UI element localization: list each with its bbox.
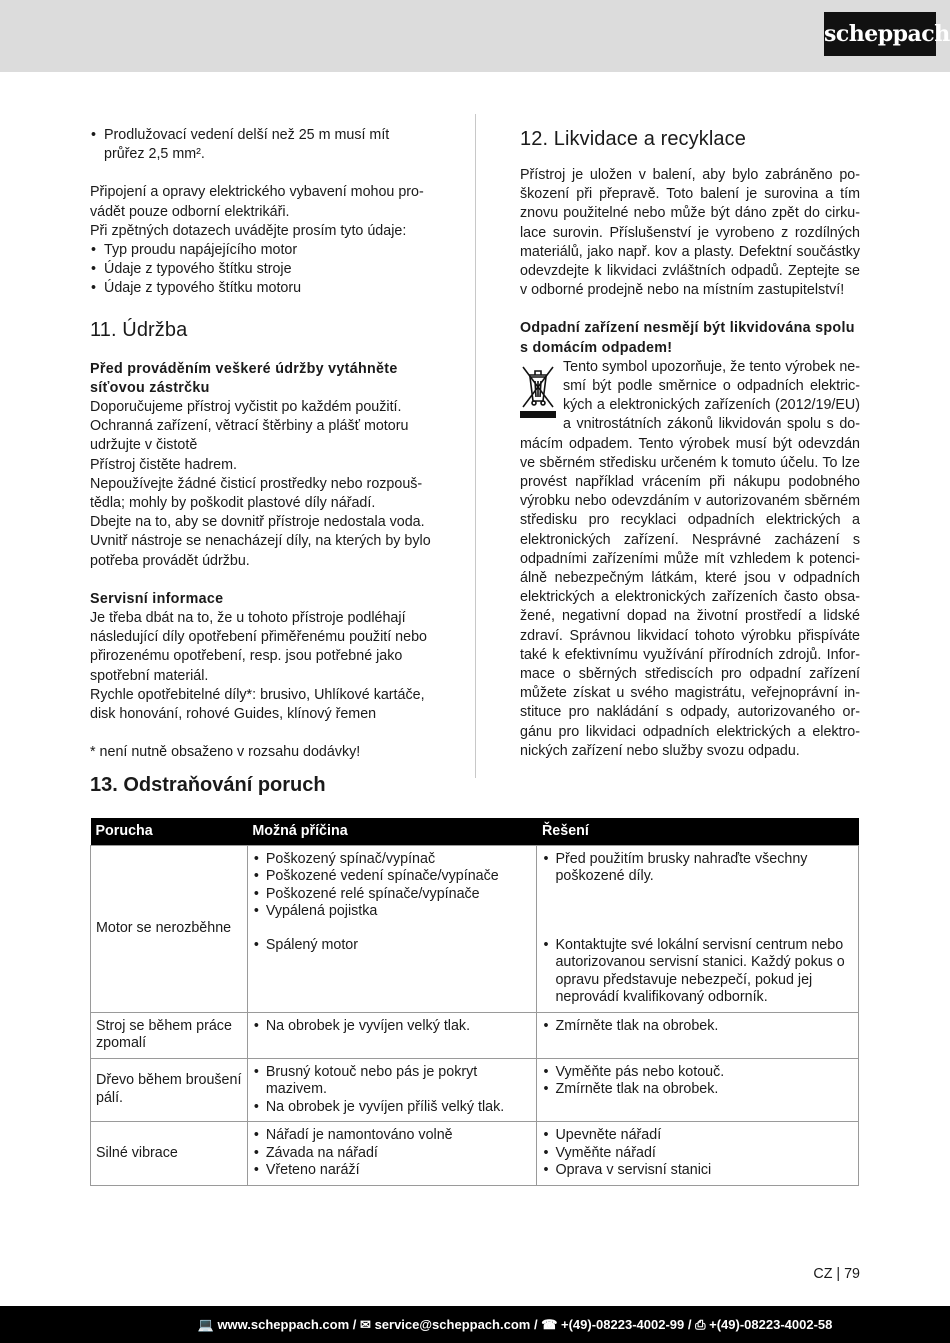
list-item: • Vyměňte pás nebo kotouč.	[542, 1064, 853, 1082]
footnote: * není nutně obsaženo v rozsahu dodávky!	[90, 744, 361, 761]
list-item: • Údaje z typového štítku motoru	[90, 279, 432, 298]
section-title-disposal: 12. Likvidace a recyklace	[520, 128, 746, 150]
list-item: • Vyměňte nářadí	[542, 1145, 853, 1163]
list-item: • Před použitím brusky nahraďte všechny poškozené díly.	[542, 851, 853, 886]
list-item: • Oprava v servisní stanici	[542, 1162, 853, 1180]
paragraph: Dbejte na to, aby se dovnitř přístroje nedostala voda.	[90, 514, 425, 531]
list-item: • Poškozené relé spínače/vypínače	[253, 886, 532, 904]
email-link[interactable]: service@scheppach.com	[374, 1317, 531, 1332]
list-item: • Zmírněte tlak na obrobek.	[542, 1018, 853, 1036]
header-bar	[0, 0, 950, 72]
list-item: • Vřeteno naráží	[253, 1162, 532, 1180]
left-column	[90, 126, 432, 762]
cause-cell	[247, 1122, 537, 1186]
maintenance-warning: Před prováděním veškeré údržby vytáhněte síťovou zástrčku	[90, 360, 398, 396]
table-row	[91, 1122, 859, 1186]
list-item: • Na obrobek je vyvíjen velký tlak.	[253, 1018, 532, 1036]
phone-number: +(49)-08223-4002-99	[561, 1317, 685, 1332]
solution-cell	[537, 1122, 859, 1186]
solution-cell	[537, 1058, 859, 1122]
service-info-title: Servisní informace	[90, 590, 224, 607]
column-header: Řešení	[537, 818, 859, 845]
paragraph: Tento symbol upozorňuje, že tento výrobek nesmí být podle směrnice o odpadních elektrických a elektronických zařízeních (2012/19/EU) a vnitrostátních zákonů likvidován spolu s domácím odpadem. Tento výrobek musí být odevzdán ve sběrném středisku určeném k tomuto účelu. To lze provést například vrácením při nákupu podobného výrobku nebo odevzdáním v autorizovaném sběrném středisku pro recyklaci odpadních elektrických a elektronických zařízení. Nesprávné zacházení s odpadními zařízeními může mít vzhledem k potenciálně nebezpečným látkám, které jsou v odpadních elektrických a elektronických zařízeních často obsažené, negativní dopad na životní prostředí a lidské zdraví. Správnou likvidací tohoto výrobku přispíváte také k efektivnímu využívání přírodních zdrojů. Informace o sběrných střediscích pro odpadní zařízení můžete získat u svého magistrátu, veřejnoprávní instituce pro nakládání s odpady, autorizovaného orgánu pro likvidaci odpadních elektrických a elektronických zařízení nebo služby svozu odpadu.	[520, 358, 860, 759]
fault-cell: Silné vibrace	[91, 1122, 248, 1186]
solution-cell	[537, 1012, 859, 1058]
list-item: • Zmírněte tlak na obrobek.	[542, 1081, 853, 1099]
paragraph: Rychle opotřebitelné díly*: brusivo, Uhlíkové kartáče, disk honování, rohové Guides, klínový řemen	[90, 686, 425, 723]
right-column	[520, 126, 860, 761]
mail-icon: ✉	[360, 1317, 371, 1332]
weee-block	[520, 358, 860, 761]
paragraph: Uvnitř nástroje se nenacházejí díly, na kterých by bylo potřeba provádět údržbu.	[90, 533, 431, 569]
separator: /	[352, 1317, 361, 1332]
info-bullets	[90, 241, 432, 299]
fault-cell: Motor se nerozběhne	[91, 845, 248, 1012]
column-header: Porucha	[91, 818, 248, 845]
paragraph: Přístroj je uložen v balení, aby bylo zabráněno poškození při přepravě. Toto balení je surovina a tím znovu použitelné nebo může být dáno zpět do cirkulace surovin. Příslušenství je vyrobeno z rozdílných materiálů, jako např. kov a plasty. Defektní součástky odevzdejte k likvidaci zvláštních odpadů. Zeptejte se v odborné prodejně nebo na místním zastupitelství!	[520, 167, 860, 299]
section-title-maintenance: 11. Údržba	[90, 318, 188, 341]
footer-bar	[0, 1306, 950, 1343]
paragraph: Při zpětných dotazech uvádějte prosím tyto údaje:	[90, 222, 407, 239]
list-item: • Upevněte nářadí	[542, 1127, 853, 1145]
list-item: • Brusný kotouč nebo pás je pokryt mazivem.	[253, 1064, 532, 1099]
crossed-bin-icon	[519, 361, 557, 419]
list-item: • Závada na nářadí	[253, 1145, 532, 1163]
list-item: • Poškozený spínač/vypínač	[253, 851, 532, 869]
phone-icon: ☎	[541, 1317, 558, 1332]
separator: /	[687, 1317, 696, 1332]
cause-cell	[247, 1012, 537, 1058]
cable-bullets	[90, 126, 432, 164]
paragraph: Je třeba dbát na to, že u tohoto přístroje podléhají následující díly opotřebení přiměřenému použití nebo přirozenému opotřebení, resp. jsou potřebné jako spotřební materiál.	[90, 610, 427, 684]
fax-number: +(49)-08223-4002-58	[709, 1317, 833, 1332]
paragraph: Nepoužívejte žádné čisticí prostředky nebo rozpouštědla; mohly by poškodit plastové díly nářadí.	[90, 475, 423, 512]
list-item: • Vypálená pojistka	[253, 903, 532, 921]
disposal-warning: Odpadní zařízení nesmějí být likvidována spolu s domácím odpadem!	[520, 320, 855, 356]
computer-icon: 💻	[197, 1317, 214, 1332]
fault-cell: Stroj se během práce zpomalí	[91, 1012, 248, 1058]
cause-cell	[247, 845, 537, 1012]
section-title-troubleshooting: 13. Odstraňování poruch	[90, 774, 326, 796]
website-link[interactable]: www.scheppach.com	[217, 1317, 350, 1332]
table-row	[91, 1012, 859, 1058]
scheppach-logo: scheppach	[824, 12, 936, 56]
separator: /	[533, 1317, 542, 1332]
column-header: Možná příčina	[247, 818, 537, 845]
list-item: • Prodlužovací vedení delší než 25 m musí mít průřez 2,5 mm².	[90, 126, 432, 164]
list-item: • Na obrobek je vyvíjen příliš velký tlak.	[253, 1099, 532, 1117]
list-item: • Poškozené vedení spínače/vypínače	[253, 868, 532, 886]
table-row	[91, 845, 859, 1012]
list-item: • Údaje z typového štítku stroje	[90, 260, 432, 279]
paragraph: Doporučujeme přístroj vyčistit po každém použití.	[90, 399, 402, 416]
solution-cell	[537, 845, 859, 1012]
list-item: • Nářadí je namontováno volně	[253, 1127, 532, 1145]
cause-cell	[247, 1058, 537, 1122]
list-item: • Spálený motor	[253, 937, 532, 955]
column-divider	[475, 114, 476, 778]
troubleshooting-table	[90, 818, 859, 1186]
page-number: CZ | 79	[813, 1266, 860, 1282]
fault-cell: Dřevo během broušení pálí.	[91, 1058, 248, 1122]
table-header-row	[91, 818, 859, 845]
fax-icon: ⎙	[695, 1317, 706, 1332]
paragraph: Přístroj čistěte hadrem.	[90, 456, 237, 473]
paragraph: Ochranná zařízení, větrací štěrbiny a plášť motoru udržujte v čistotě	[90, 418, 409, 454]
list-item: • Typ proudu napájejícího motor	[90, 241, 432, 260]
paragraph: Připojení a opravy elektrického vybavení mohou provádět pouze odborní elektrikáři.	[90, 184, 424, 220]
list-item: • Kontaktujte své lokální servisní centrum nebo autorizovanou servisní stanici. Každý pokus o opravu představuje nebezpečí, pokud jej neprovádí kvalifikovaný odborník.	[542, 937, 853, 1007]
table-row	[91, 1058, 859, 1122]
